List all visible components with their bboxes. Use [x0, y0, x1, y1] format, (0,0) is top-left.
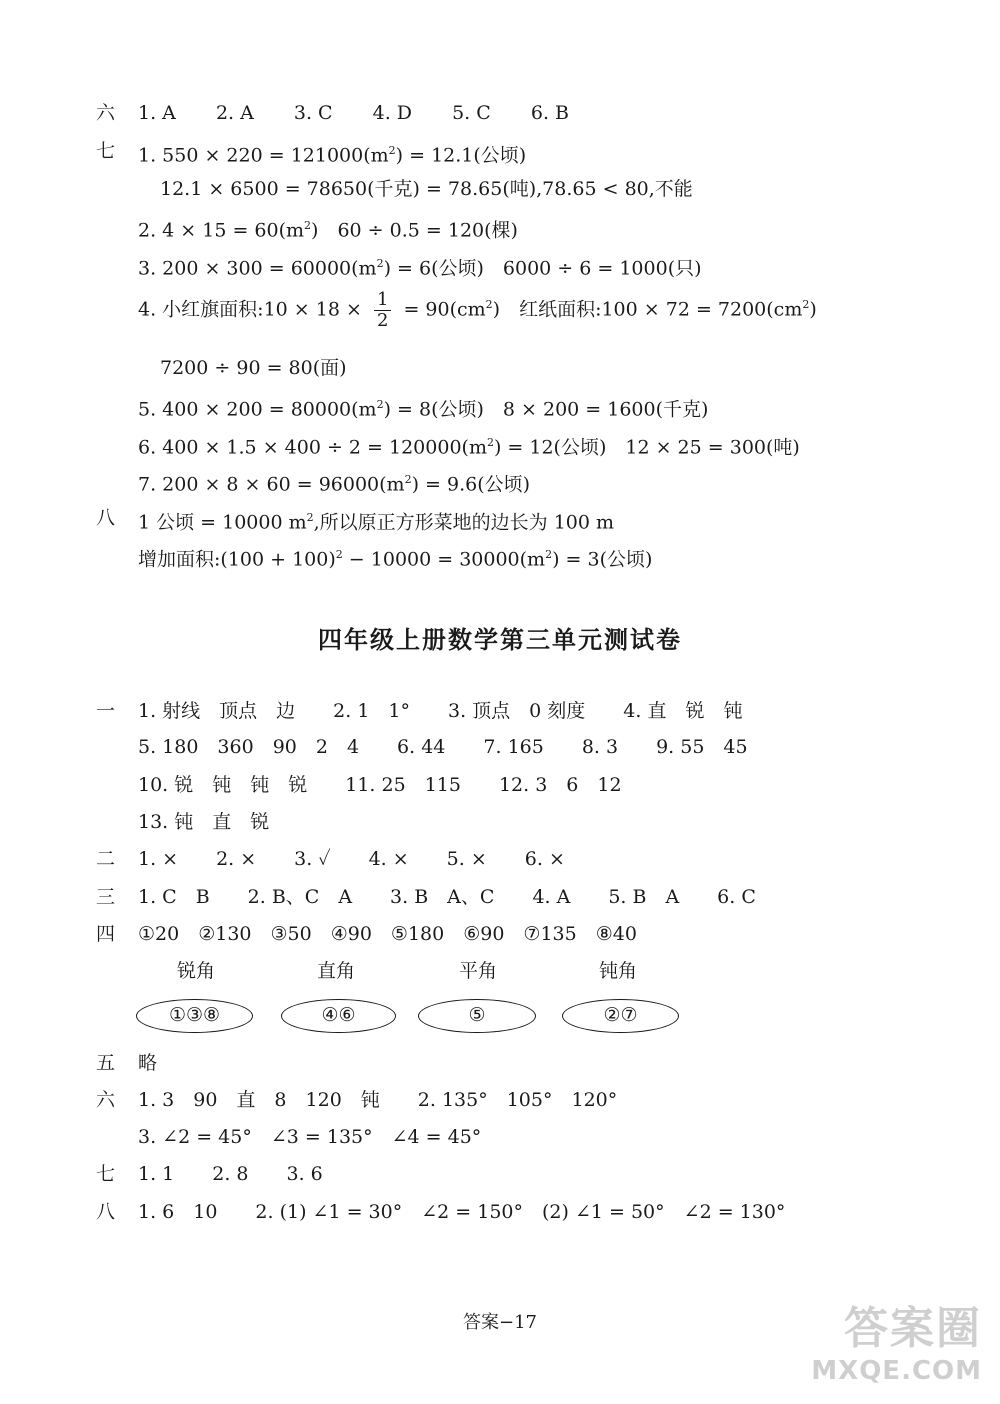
- answer-line: 1. 6 10 2. (1) ∠1 = 30° ∠2 = 150° (2) ∠1 = 50° ∠2 = 130°: [138, 1201, 786, 1223]
- answer-line: 12.1 × 6500 = 78650(千克) = 78.65(吨),78.65 < 80,不能: [160, 178, 693, 200]
- group-ellipse-obtuse: ②⑦: [562, 999, 679, 1033]
- answer-item: 1. A: [138, 102, 176, 124]
- category-label-obtuse: 钝角: [598, 960, 637, 982]
- answer-line: 5. $400 \times 200 = 80000(m^2) = 8$(公顷) 8 × 200 = 1600(千克): [138, 398, 709, 421]
- answer-line: 1. 3 90 直 8 120 钝 2. 135° 105° 120°: [138, 1089, 618, 1111]
- answer-line: 13. 钝 直 锐: [138, 811, 270, 833]
- answer-item: 6. B: [530, 102, 569, 124]
- answer-line: 2. $4 \times 15 = 60(m^2)$ 60 ÷ 0.5 = 120(棵): [138, 219, 518, 242]
- answer-line: 1. 1 2. 8 3. 6: [138, 1163, 323, 1185]
- answer-line: [138, 101, 569, 125]
- section-label: 四: [96, 923, 116, 945]
- section-label: 五: [96, 1052, 116, 1074]
- answer-item: 2. A: [215, 102, 254, 124]
- answer-line: 3. $200 \times 300 = 60000(m^2) = 6$(公顷) 6000 ÷ 6 = 1000(只): [138, 257, 702, 280]
- answer-item: 3. C: [293, 102, 333, 124]
- section-label: 八: [96, 507, 116, 529]
- answer-line: 7. $200 \times 8 \times 60 = 96000(m^2) = 9.6$(公顷): [138, 473, 531, 496]
- category-label-right: 直角: [316, 960, 355, 982]
- answer-line: 5. 180 360 90 2 4 6. 44 7. 165 8. 3 9. 55 45: [138, 736, 748, 758]
- section-label: 七: [96, 140, 116, 162]
- section-label: 六: [96, 102, 116, 124]
- answer-line: 1. × 2. × 3. ✓ 4. × 5. × 6. ×: [138, 848, 565, 870]
- category-label-straight: 平角: [458, 960, 497, 982]
- section-label: 八: [96, 1201, 116, 1223]
- page-title: 四年级上册数学第三单元测试卷: [318, 626, 682, 654]
- answer-line: 3. ∠2 = 45° ∠3 = 135° ∠4 = 45°: [138, 1126, 482, 1148]
- group-ellipse-acute: ①③⑧: [136, 999, 253, 1033]
- answer-line: 略: [138, 1052, 158, 1074]
- answer-line: 1 公顷 = 10000 $m^2$,所以原正方形菜地的边长为 100 m: [138, 511, 615, 534]
- section-label: 六: [96, 1089, 116, 1111]
- answer-line: 1. C B 2. B、C A 3. B A、C 4. A 5. B A 6. C: [138, 886, 756, 908]
- watermark-text-bottom: MXQE.COM: [811, 1356, 982, 1386]
- answer-line: 1. $550 \times 220 = 121000(m^2) = 12.1$(公顷): [138, 144, 527, 167]
- answer-line: 1. 射线 顶点 边 2. 1 1° 3. 顶点 0 刻度 4. 直 锐 钝: [138, 700, 743, 722]
- answer-item: 5. C: [452, 102, 491, 124]
- answer-item: 4. D: [372, 102, 413, 124]
- category-label-acute: 锐角: [176, 960, 215, 982]
- answer-line: 4. 小红旗面积:10 × 18 × $\frac{1}{2}$ = $90(cm^2)$ 红纸面积:100 × $72 = 7200(cm^2)$: [138, 289, 817, 331]
- group-ellipse-right: ④⑥: [281, 999, 396, 1033]
- answer-line: 10. 锐 钝 钝 锐 11. 25 115 12. 3 6 12: [138, 774, 622, 796]
- page-number: 答案−17: [463, 1312, 537, 1333]
- answer-line: 增加面积:(100 + $100)^2 - 10000 = 30000(m^2) = 3$(公顷): [138, 548, 653, 571]
- section-label: 三: [96, 886, 116, 908]
- section-label: 七: [96, 1163, 116, 1185]
- section-label: 一: [96, 700, 116, 722]
- answer-line: 6. $400 \times 1.5 \times 400 \div 2 = 120000(m^2) = 12$(公顷) 12 × 25 = 300(吨): [138, 436, 800, 459]
- watermark-logo: [811, 1292, 982, 1386]
- group-ellipse-straight: ⑤: [418, 999, 536, 1033]
- fraction: $\frac{1}{2}$: [374, 290, 391, 331]
- watermark-text-top: 答案圈: [844, 1303, 982, 1354]
- section-label: 二: [96, 848, 116, 870]
- answer-line: ①20 ②130 ③50 ④90 ⑤180 ⑥90 ⑦135 ⑧40: [138, 923, 637, 945]
- answer-line: 7200 ÷ 90 = 80(面): [160, 357, 347, 379]
